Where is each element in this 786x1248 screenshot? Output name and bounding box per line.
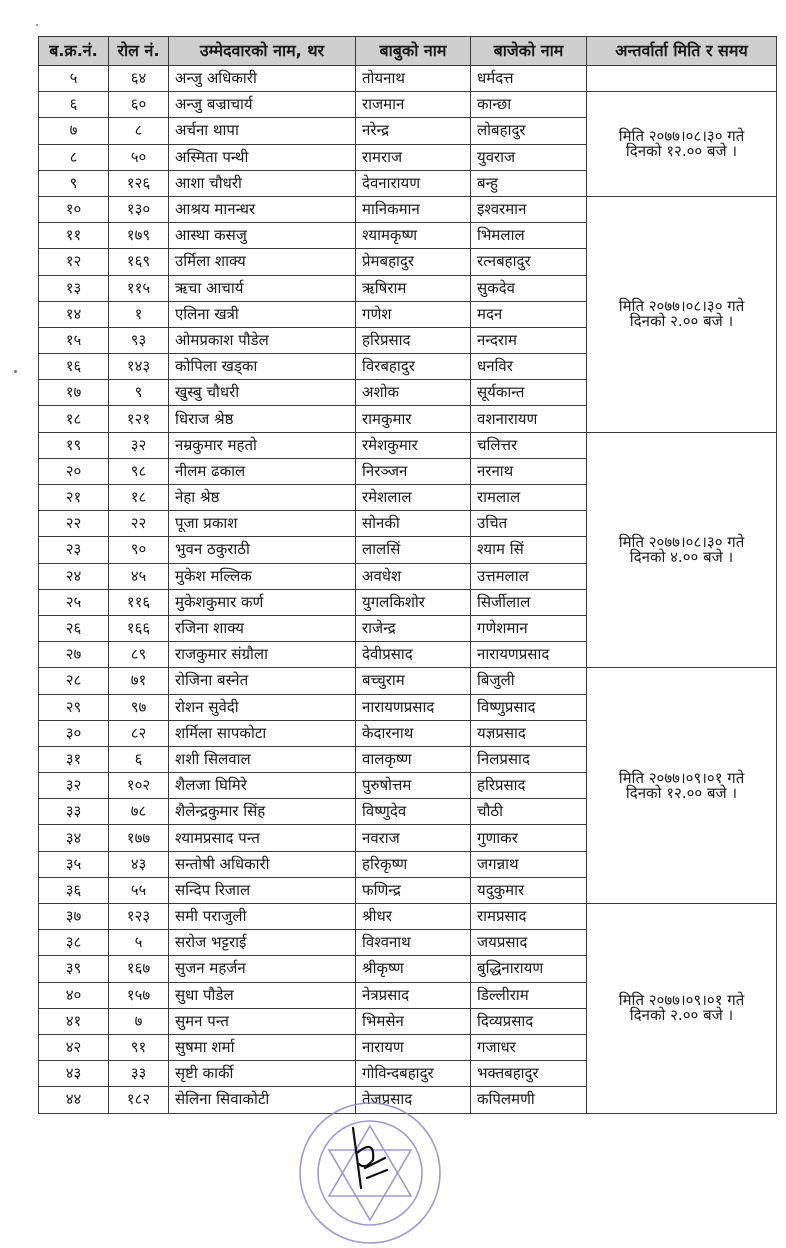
serial-no-cell: १९ — [39, 432, 109, 458]
father-name-cell: रामराज — [356, 144, 471, 170]
grandfather-name-cell: गणेशमान — [471, 615, 587, 641]
candidate-name-cell: रोजिना बस्नेत — [169, 668, 356, 694]
candidate-name-cell: ओमप्रकाश पौडेल — [169, 327, 356, 353]
father-name-cell: विष्णुदेव — [356, 799, 471, 825]
candidate-name-cell: ऋचा आचार्य — [169, 275, 356, 301]
roll-no-cell: १६७ — [109, 956, 169, 982]
candidate-interview-table — [38, 36, 777, 1114]
candidate-name-cell: सुधा पौडेल — [169, 982, 356, 1008]
interview-schedule-cell — [587, 432, 777, 668]
roll-no-cell: ६४ — [109, 66, 169, 92]
grandfather-name-cell: यदुकुमार — [471, 877, 587, 903]
candidate-name-cell: सन्दिप रिजाल — [169, 877, 356, 903]
header-roll-no: रोल नं. — [109, 37, 169, 66]
stamp-inner-ring — [318, 1121, 422, 1225]
grandfather-name-cell: वशनारायण — [471, 406, 587, 432]
candidate-name-cell: आशा चौधरी — [169, 170, 356, 196]
roll-no-cell: ३२ — [109, 432, 169, 458]
table-row — [39, 432, 777, 458]
serial-no-cell: ४२ — [39, 1034, 109, 1060]
table-row — [39, 92, 777, 118]
grandfather-name-cell: रामलाल — [471, 485, 587, 511]
serial-no-cell: १२ — [39, 249, 109, 275]
scan-artifact — [14, 370, 17, 373]
table-row — [39, 904, 777, 930]
candidate-name-cell: रजिना शाक्य — [169, 615, 356, 641]
roll-no-cell: ९७ — [109, 694, 169, 720]
roll-no-cell: १३० — [109, 196, 169, 222]
father-name-cell: नरेन्द्र — [356, 118, 471, 144]
stamp-star-down — [329, 1150, 411, 1220]
candidate-name-cell: कोपिला खड्का — [169, 354, 356, 380]
candidate-name-cell: शर्मिला सापकोटा — [169, 720, 356, 746]
father-name-cell: श्रीकृष्ण — [356, 956, 471, 982]
grandfather-name-cell: मदन — [471, 301, 587, 327]
candidate-name-cell: सन्तोषी अधिकारी — [169, 851, 356, 877]
serial-no-cell: ११ — [39, 223, 109, 249]
father-name-cell: देवीप्रसाद — [356, 642, 471, 668]
father-name-cell: मानिकमान — [356, 196, 471, 222]
signature-mark — [353, 1128, 387, 1188]
candidate-name-cell: शशी सिलवाल — [169, 746, 356, 772]
grandfather-name-cell: युवराज — [471, 144, 587, 170]
header-candidate-name: उम्मेदवारको नाम, थर — [169, 37, 356, 66]
serial-no-cell: ३५ — [39, 851, 109, 877]
candidate-name-cell: नम्रकुमार महतो — [169, 432, 356, 458]
father-name-cell: फणिन्द्र — [356, 877, 471, 903]
roll-no-cell: १२३ — [109, 904, 169, 930]
table-header-row — [39, 37, 777, 66]
father-name-cell: अवधेश — [356, 563, 471, 589]
roll-no-cell: १७७ — [109, 825, 169, 851]
candidate-name-cell: धिराज श्रेष्ठ — [169, 406, 356, 432]
serial-no-cell: ४३ — [39, 1061, 109, 1087]
grandfather-name-cell: सूर्यकान्त — [471, 380, 587, 406]
roll-no-cell: ११५ — [109, 275, 169, 301]
grandfather-name-cell: धर्मदत्त — [471, 66, 587, 92]
serial-no-cell: ३८ — [39, 930, 109, 956]
father-name-cell: नवराज — [356, 825, 471, 851]
candidate-name-cell: एलिना खत्री — [169, 301, 356, 327]
serial-no-cell: १५ — [39, 327, 109, 353]
grandfather-name-cell: रामप्रसाद — [471, 904, 587, 930]
candidate-name-cell: उर्मिला शाक्य — [169, 249, 356, 275]
interview-time-text: दिनको २.०० बजे । — [629, 1006, 734, 1025]
father-name-cell: श्रीधर — [356, 904, 471, 930]
roll-no-cell: ५ — [109, 930, 169, 956]
grandfather-name-cell: बन्हु — [471, 170, 587, 196]
stamp-star-up — [329, 1126, 411, 1196]
candidate-name-cell: सरोज भट्टराई — [169, 930, 356, 956]
roll-no-cell: १ — [109, 301, 169, 327]
grandfather-name-cell: डिल्लीराम — [471, 982, 587, 1008]
father-name-cell: श्यामकृष्ण — [356, 223, 471, 249]
roll-no-cell: १०२ — [109, 773, 169, 799]
serial-no-cell: २५ — [39, 589, 109, 615]
father-name-cell: वालकृष्ण — [356, 746, 471, 772]
roll-no-cell: ६० — [109, 92, 169, 118]
roll-no-cell: ९३ — [109, 327, 169, 353]
roll-no-cell: ९१ — [109, 1034, 169, 1060]
serial-no-cell: ३७ — [39, 904, 109, 930]
header-grandfather-name: बाजेको नाम — [471, 37, 587, 66]
father-name-cell: राजेन्द्र — [356, 615, 471, 641]
grandfather-name-cell: नन्दराम — [471, 327, 587, 353]
grandfather-name-cell: हरिप्रसाद — [471, 773, 587, 799]
roll-no-cell: १६६ — [109, 615, 169, 641]
roll-no-cell: ४५ — [109, 563, 169, 589]
grandfather-name-cell: नारायणप्रसाद — [471, 642, 587, 668]
serial-no-cell: ९ — [39, 170, 109, 196]
interview-date-text: मिति २०७७।०८।३० गते — [618, 532, 745, 551]
serial-no-cell: ३२ — [39, 773, 109, 799]
serial-no-cell: ३१ — [39, 746, 109, 772]
roll-no-cell: १२१ — [109, 406, 169, 432]
father-name-cell: बच्चुराम — [356, 668, 471, 694]
roll-no-cell: ६ — [109, 746, 169, 772]
interview-date-text: मिति २०७७।०८।३० गते — [618, 297, 745, 316]
interview-time-text: दिनको १२.०० बजे । — [625, 783, 738, 802]
serial-no-cell: १७ — [39, 380, 109, 406]
roll-no-cell: ११६ — [109, 589, 169, 615]
roll-no-cell: ८२ — [109, 720, 169, 746]
father-name-cell: लालसिं — [356, 537, 471, 563]
father-name-cell: युगलकिशोर — [356, 589, 471, 615]
serial-no-cell: ७ — [39, 118, 109, 144]
grandfather-name-cell: धनविर — [471, 354, 587, 380]
grandfather-name-cell: यज्ञप्रसाद — [471, 720, 587, 746]
father-name-cell: नारायण — [356, 1034, 471, 1060]
interview-schedule-cell — [587, 92, 777, 197]
grandfather-name-cell: रत्नबहादुर — [471, 249, 587, 275]
father-name-cell: ऋषिराम — [356, 275, 471, 301]
serial-no-cell: १६ — [39, 354, 109, 380]
father-name-cell: पुरुषोत्तम — [356, 773, 471, 799]
candidate-name-cell: आश्रय मानन्धर — [169, 196, 356, 222]
serial-no-cell: ८ — [39, 144, 109, 170]
interview-schedule-cell — [587, 66, 777, 92]
scan-artifact — [36, 24, 38, 26]
grandfather-name-cell: कान्छा — [471, 92, 587, 118]
serial-no-cell: १८ — [39, 406, 109, 432]
grandfather-name-cell: बुद्धिनारायण — [471, 956, 587, 982]
serial-no-cell: ३४ — [39, 825, 109, 851]
grandfather-name-cell: गजाधर — [471, 1034, 587, 1060]
father-name-cell: गोविन्दबहादुर — [356, 1061, 471, 1087]
candidate-name-cell: खुस्बु चौधरी — [169, 380, 356, 406]
father-name-cell: रमेशलाल — [356, 485, 471, 511]
serial-no-cell: १० — [39, 196, 109, 222]
header-serial-no: ब.क्र.नं. — [39, 37, 109, 66]
father-name-cell: तेजप्रसाद — [356, 1087, 471, 1113]
father-name-cell: भिमसेन — [356, 1008, 471, 1034]
grandfather-name-cell: चौठी — [471, 799, 587, 825]
candidate-name-cell: शैलेन्द्रकुमार सिंह — [169, 799, 356, 825]
candidate-name-cell: मुकेश मल्लिक — [169, 563, 356, 589]
interview-time-text: दिनको २.०० बजे । — [629, 312, 734, 331]
candidate-name-cell: सुषमा शर्मा — [169, 1034, 356, 1060]
roll-no-cell: ८९ — [109, 642, 169, 668]
serial-no-cell: २७ — [39, 642, 109, 668]
table-row — [39, 66, 777, 92]
header-interview-schedule: अन्तर्वार्ता मिति र समय — [587, 37, 777, 66]
grandfather-name-cell: बिजुली — [471, 668, 587, 694]
roll-no-cell: १४३ — [109, 354, 169, 380]
grandfather-name-cell: विष्णुप्रसाद — [471, 694, 587, 720]
table-body — [39, 66, 777, 1114]
candidate-name-cell: अन्जु अधिकारी — [169, 66, 356, 92]
candidate-name-cell: सेलिना सिवाकोटी — [169, 1087, 356, 1113]
serial-no-cell: ४१ — [39, 1008, 109, 1034]
candidate-name-cell: शैलजा घिमिरे — [169, 773, 356, 799]
serial-no-cell: ३९ — [39, 956, 109, 982]
roll-no-cell: १७९ — [109, 223, 169, 249]
father-name-cell: देवनारायण — [356, 170, 471, 196]
grandfather-name-cell: जगन्नाथ — [471, 851, 587, 877]
father-name-cell: केदारनाथ — [356, 720, 471, 746]
roll-no-cell: ४३ — [109, 851, 169, 877]
grandfather-name-cell: निलप्रसाद — [471, 746, 587, 772]
candidate-name-cell: अस्मिता पन्थी — [169, 144, 356, 170]
father-name-cell: गणेश — [356, 301, 471, 327]
father-name-cell: हरिकृष्ण — [356, 851, 471, 877]
grandfather-name-cell: लोबहादुर — [471, 118, 587, 144]
candidate-name-cell: नीलम ढकाल — [169, 458, 356, 484]
roll-no-cell: २२ — [109, 511, 169, 537]
roll-no-cell: ७ — [109, 1008, 169, 1034]
grandfather-name-cell: कपिलमणी — [471, 1087, 587, 1113]
grandfather-name-cell: गुणाकर — [471, 825, 587, 851]
interview-date-text: मिति २०७७।०९।०१ गते — [618, 991, 745, 1010]
official-stamp — [295, 1098, 445, 1248]
grandfather-name-cell: श्याम सिं — [471, 537, 587, 563]
father-name-cell: तोयनाथ — [356, 66, 471, 92]
father-name-cell: अशोक — [356, 380, 471, 406]
serial-no-cell: ४४ — [39, 1087, 109, 1113]
grandfather-name-cell: भिमलाल — [471, 223, 587, 249]
candidate-name-cell: रोशन सुवेदी — [169, 694, 356, 720]
serial-no-cell: २० — [39, 458, 109, 484]
roll-no-cell: ९ — [109, 380, 169, 406]
candidate-name-cell: सृष्टी कार्की — [169, 1061, 356, 1087]
candidate-name-cell: अन्जु बज्राचार्य — [169, 92, 356, 118]
roll-no-cell: ७८ — [109, 799, 169, 825]
father-name-cell: निरञ्जन — [356, 458, 471, 484]
father-name-cell: नारायणप्रसाद — [356, 694, 471, 720]
roll-no-cell: १८ — [109, 485, 169, 511]
table-row — [39, 668, 777, 694]
candidate-name-cell: सुमन पन्त — [169, 1008, 356, 1034]
grandfather-name-cell: नरनाथ — [471, 458, 587, 484]
serial-no-cell: ३० — [39, 720, 109, 746]
roll-no-cell: ८ — [109, 118, 169, 144]
roll-no-cell: ९८ — [109, 458, 169, 484]
serial-no-cell: ६ — [39, 92, 109, 118]
candidate-name-cell: नेहा श्रेष्ठ — [169, 485, 356, 511]
father-name-cell: राजमान — [356, 92, 471, 118]
serial-no-cell: ३३ — [39, 799, 109, 825]
roll-no-cell: १२६ — [109, 170, 169, 196]
serial-no-cell: १४ — [39, 301, 109, 327]
candidate-name-cell: अर्चना थापा — [169, 118, 356, 144]
father-name-cell: हरिप्रसाद — [356, 327, 471, 353]
father-name-cell: सोनकी — [356, 511, 471, 537]
grandfather-name-cell: इश्वरमान — [471, 196, 587, 222]
grandfather-name-cell: भक्तबहादुर — [471, 1061, 587, 1087]
serial-no-cell: १३ — [39, 275, 109, 301]
candidate-name-cell: मुकेशकुमार कर्ण — [169, 589, 356, 615]
candidate-name-cell: सुजन महर्जन — [169, 956, 356, 982]
roll-no-cell: ५५ — [109, 877, 169, 903]
father-name-cell: विरबहादुर — [356, 354, 471, 380]
candidate-name-cell: श्यामप्रसाद पन्त — [169, 825, 356, 851]
father-name-cell: नेत्रप्रसाद — [356, 982, 471, 1008]
roll-no-cell: १५७ — [109, 982, 169, 1008]
candidate-name-cell: पूजा प्रकाश — [169, 511, 356, 537]
interview-date-text: मिति २०७७।०९।०१ गते — [618, 768, 745, 787]
grandfather-name-cell: जयप्रसाद — [471, 930, 587, 956]
roll-no-cell: ३३ — [109, 1061, 169, 1087]
interview-date-text: मिति २०७७।०८।३० गते — [618, 127, 745, 146]
candidate-name-cell: समी पराजुली — [169, 904, 356, 930]
serial-no-cell: २८ — [39, 668, 109, 694]
father-name-cell: प्रेमबहादुर — [356, 249, 471, 275]
serial-no-cell: २९ — [39, 694, 109, 720]
interview-schedule-cell — [587, 668, 777, 904]
interview-schedule-cell — [587, 904, 777, 1114]
grandfather-name-cell: सुकदेव — [471, 275, 587, 301]
stamp-outer-ring — [300, 1103, 440, 1243]
interview-time-text: दिनको ४.०० बजे । — [629, 547, 734, 566]
grandfather-name-cell: चलित्तर — [471, 432, 587, 458]
father-name-cell: विश्वनाथ — [356, 930, 471, 956]
interview-schedule-cell — [587, 196, 777, 432]
table-row — [39, 196, 777, 222]
grandfather-name-cell: उचित — [471, 511, 587, 537]
candidate-name-cell: राजकुमार संग्रौला — [169, 642, 356, 668]
header-father-name: बाबुको नाम — [356, 37, 471, 66]
candidate-name-cell: आस्था कसजु — [169, 223, 356, 249]
serial-no-cell: २३ — [39, 537, 109, 563]
serial-no-cell: २६ — [39, 615, 109, 641]
serial-no-cell: ४० — [39, 982, 109, 1008]
grandfather-name-cell: उत्तमलाल — [471, 563, 587, 589]
serial-no-cell: २१ — [39, 485, 109, 511]
grandfather-name-cell: दिव्यप्रसाद — [471, 1008, 587, 1034]
roll-no-cell: ९० — [109, 537, 169, 563]
serial-no-cell: २४ — [39, 563, 109, 589]
father-name-cell: रामकुमार — [356, 406, 471, 432]
interview-time-text: दिनको १२.०० बजे । — [625, 142, 738, 161]
candidate-name-cell: भुवन ठकुराठी — [169, 537, 356, 563]
roll-no-cell: १६९ — [109, 249, 169, 275]
roll-no-cell: ७१ — [109, 668, 169, 694]
roll-no-cell: १८२ — [109, 1087, 169, 1113]
serial-no-cell: २२ — [39, 511, 109, 537]
grandfather-name-cell: सिर्जीलाल — [471, 589, 587, 615]
serial-no-cell: ५ — [39, 66, 109, 92]
roll-no-cell: ५० — [109, 144, 169, 170]
father-name-cell: रमेशकुमार — [356, 432, 471, 458]
serial-no-cell: ३६ — [39, 877, 109, 903]
